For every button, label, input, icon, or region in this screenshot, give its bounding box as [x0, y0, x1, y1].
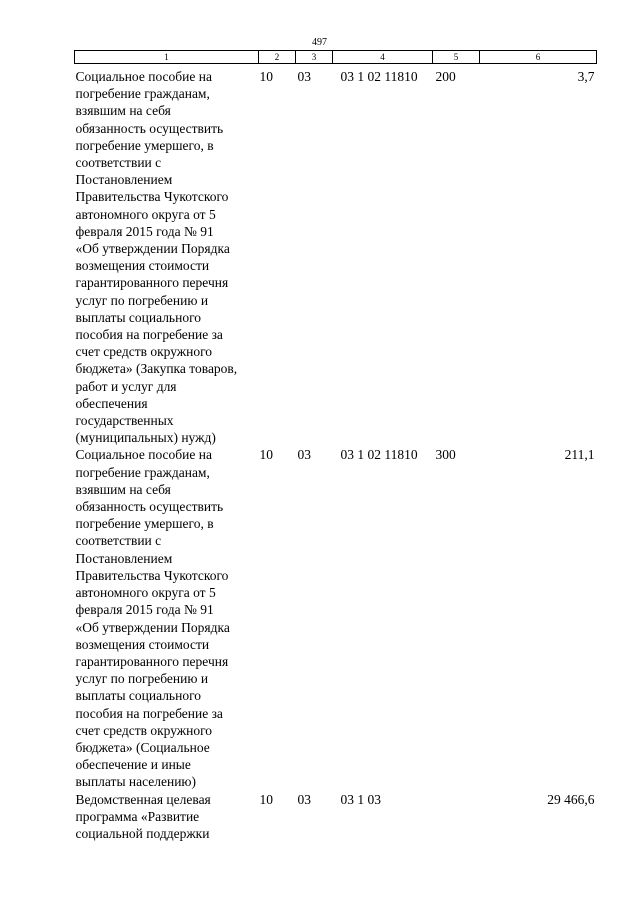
row-name-cell	[75, 446, 259, 790]
row-name-line: пособия на погребение за	[75, 705, 223, 721]
header-col-6: 6	[480, 51, 597, 64]
row-name-line: погребение гражданам,	[75, 86, 210, 102]
row-name-line: гарантированного перечня	[75, 653, 229, 669]
budget-table	[74, 50, 597, 842]
row-name-line: бюджета» (Социальное	[75, 739, 210, 755]
row-name-line: «Об утверждении Порядка	[75, 619, 230, 635]
target-article-cell: 03 1 03	[340, 791, 381, 807]
amount-cell: 3,7	[577, 69, 595, 84]
target-article-cell: 03 1 02 11810	[340, 447, 418, 463]
subsection-code-cell: 03	[297, 447, 311, 463]
row-name-line: услуг по погребению и	[75, 671, 209, 687]
row-name-line: автономного округа от 5	[75, 206, 216, 222]
row-name-cell	[75, 64, 259, 447]
row-name-line: обеспечение и иные	[75, 757, 191, 773]
header-row	[75, 51, 597, 64]
section-code-cell: 10	[259, 791, 273, 807]
row-name-line: Ведомственная целевая	[75, 791, 211, 807]
header-col-2: 2	[259, 51, 296, 64]
row-name-line: взявшим на себя	[75, 481, 171, 497]
row-name-line: выплаты социального	[75, 688, 202, 704]
expense-type-cell: 300	[435, 447, 456, 463]
table-row	[75, 446, 597, 790]
header-col-1: 1	[75, 51, 259, 64]
table-row	[75, 791, 597, 843]
row-name-line: Правительства Чукотского	[75, 189, 229, 205]
row-name-cell	[75, 791, 259, 843]
section-code-cell: 10	[259, 447, 273, 463]
expense-type-cell: 200	[435, 69, 456, 84]
table-body	[75, 64, 597, 843]
row-name-line: погребение умершего, в	[75, 137, 214, 153]
row-name-line: услуг по погребению и	[75, 292, 209, 308]
row-name-line: Постановлением	[75, 172, 173, 188]
amount-cell: 211,1	[564, 447, 595, 463]
header-col-4: 4	[333, 51, 433, 64]
row-name-line: возмещения стоимости	[75, 258, 210, 274]
subsection-code-cell: 03	[297, 69, 311, 84]
table-row	[75, 64, 597, 447]
row-name-line: погребение умершего, в	[75, 516, 214, 532]
row-name-line: пособия на погребение за	[75, 327, 223, 343]
row-name-line: социальной поддержки	[75, 825, 210, 841]
row-name-line: Правительства Чукотского	[75, 567, 229, 583]
row-name-line: Постановлением	[75, 550, 173, 566]
row-name-line: Социальное пособие на	[75, 69, 212, 84]
row-name-line: счет средств окружного	[75, 722, 213, 738]
section-code-cell: 10	[259, 69, 273, 84]
row-name-line: выплаты населению)	[75, 774, 197, 790]
row-name-line: выплаты социального	[75, 309, 202, 325]
row-name-line: обязанность осуществить	[75, 499, 224, 515]
row-name-line: соответствии с	[75, 155, 162, 171]
row-name-line: взявшим на себя	[75, 103, 171, 119]
row-name-line: программа «Развитие	[75, 808, 200, 824]
row-name-line: обеспечения	[75, 395, 148, 411]
row-name-line: бюджета» (Закупка товаров,	[75, 361, 238, 377]
row-name-line: автономного округа от 5	[75, 585, 216, 601]
expense-type-cell	[433, 791, 480, 843]
row-name-line: государственных	[75, 413, 174, 429]
amount-cell: 29 466,6	[547, 791, 595, 807]
row-name-line: счет средств окружного	[75, 344, 213, 360]
table-header	[75, 51, 597, 64]
target-article-cell: 03 1 02 11810	[340, 69, 418, 84]
row-name-line: Социальное пособие на	[75, 447, 212, 463]
row-name-line: обязанность осуществить	[75, 120, 224, 136]
header-col-5: 5	[433, 51, 480, 64]
row-name-line: гарантированного перечня	[75, 275, 229, 291]
row-name-line: погребение гражданам,	[75, 464, 210, 480]
row-name-line: «Об утверждении Порядка	[75, 241, 230, 257]
row-name-line: февраля 2015 года № 91	[75, 602, 214, 618]
page-number: 497	[312, 37, 327, 48]
row-name-line: февраля 2015 года № 91	[75, 223, 214, 239]
header-col-3: 3	[296, 51, 333, 64]
row-name-line: соответствии с	[75, 533, 162, 549]
row-name-line: работ и услуг для	[75, 378, 177, 394]
row-name-line: (муниципальных) нужд)	[75, 430, 216, 446]
subsection-code-cell: 03	[297, 791, 311, 807]
row-name-line: возмещения стоимости	[75, 636, 210, 652]
